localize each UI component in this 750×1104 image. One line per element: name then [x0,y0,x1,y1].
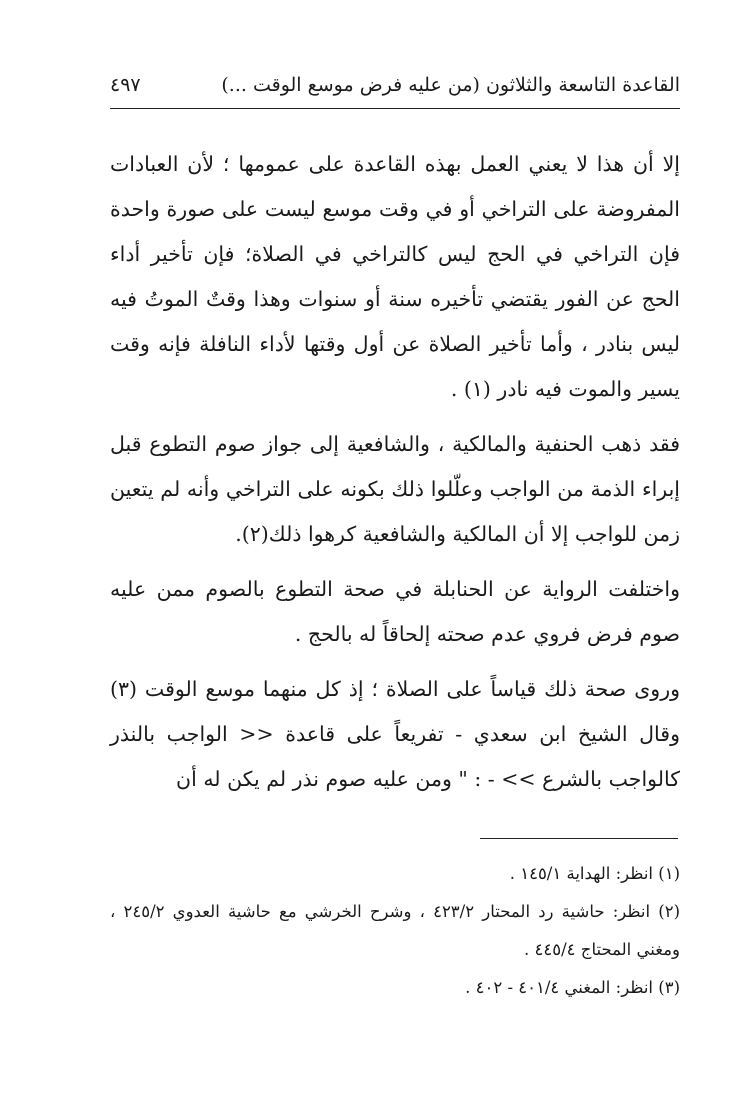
paragraph: واختلفت الرواية عن الحنابلة في صحة التطوع بالصوم ممن عليه صوم فرض فروي عدم صحته إلحاقاً له بالحج . [110,577,680,646]
paragraph: فقد ذهب الحنفية والمالكية ، والشافعية إلى جواز صوم التطوع قبل إبراء الذمة من الواجب وعلّلوا ذلك بكونه على التراخي وأنه لم يتعين زمن للواجب إلا أن المالكية والشافعية كرهوا ذلك(٢). [110,432,680,546]
page-header [110,72,680,106]
running-title: القاعدة التاسعة والثلاثون (من عليه فرض موسع الوقت ...) [221,74,680,96]
page-number: ٤٩٧ [110,74,141,96]
footnote: (٢) انظر: حاشية رد المحتار ٤٢٣/٢ ، وشرح الخرشي مع حاشية العدوي ٢٤٥/٢ ، ومغني المحتاج ٤٤٥/٤ . [110,902,680,959]
footnote: (٣) انظر: المغني ٤٠١/٤ - ٤٠٢ . [465,978,680,997]
footnote: (١) انظر: الهداية ١٤٥/١ . [509,864,680,883]
paragraph: إلا أن هذا لا يعني العمل بهذه القاعدة على عمومها ؛ لأن العبادات المفروضة على التراخي أو في وقت موسع ليست على صورة واحدة فإن التراخي في الحج ليس كالتراخي في الصلاة؛ فإن تأخير أداء الحج عن الفور يقتضي تأخيره سنة أو سنوات وهذا وقتٌ الموتُ فيه ليس بنادر ، وأما تأخير الصلاة عن أول وقتها لأداء النافلة فإنه وقت يسير والموت فيه نادر (١) . [110,152,680,401]
paragraph: وروى صحة ذلك قياساً على الصلاة ؛ إذ كل منهما موسع الوقت (٣) وقال الشيخ ابن سعدي - تفريعاً على قاعدة << الواجب بالنذر كالواجب بالشرع >> - : " ومن عليه صوم نذر لم يكن له أن [110,677,680,791]
footnotes [110,855,680,1007]
footnote-separator [480,838,678,839]
header-rule [110,108,680,109]
main-text [110,142,680,802]
